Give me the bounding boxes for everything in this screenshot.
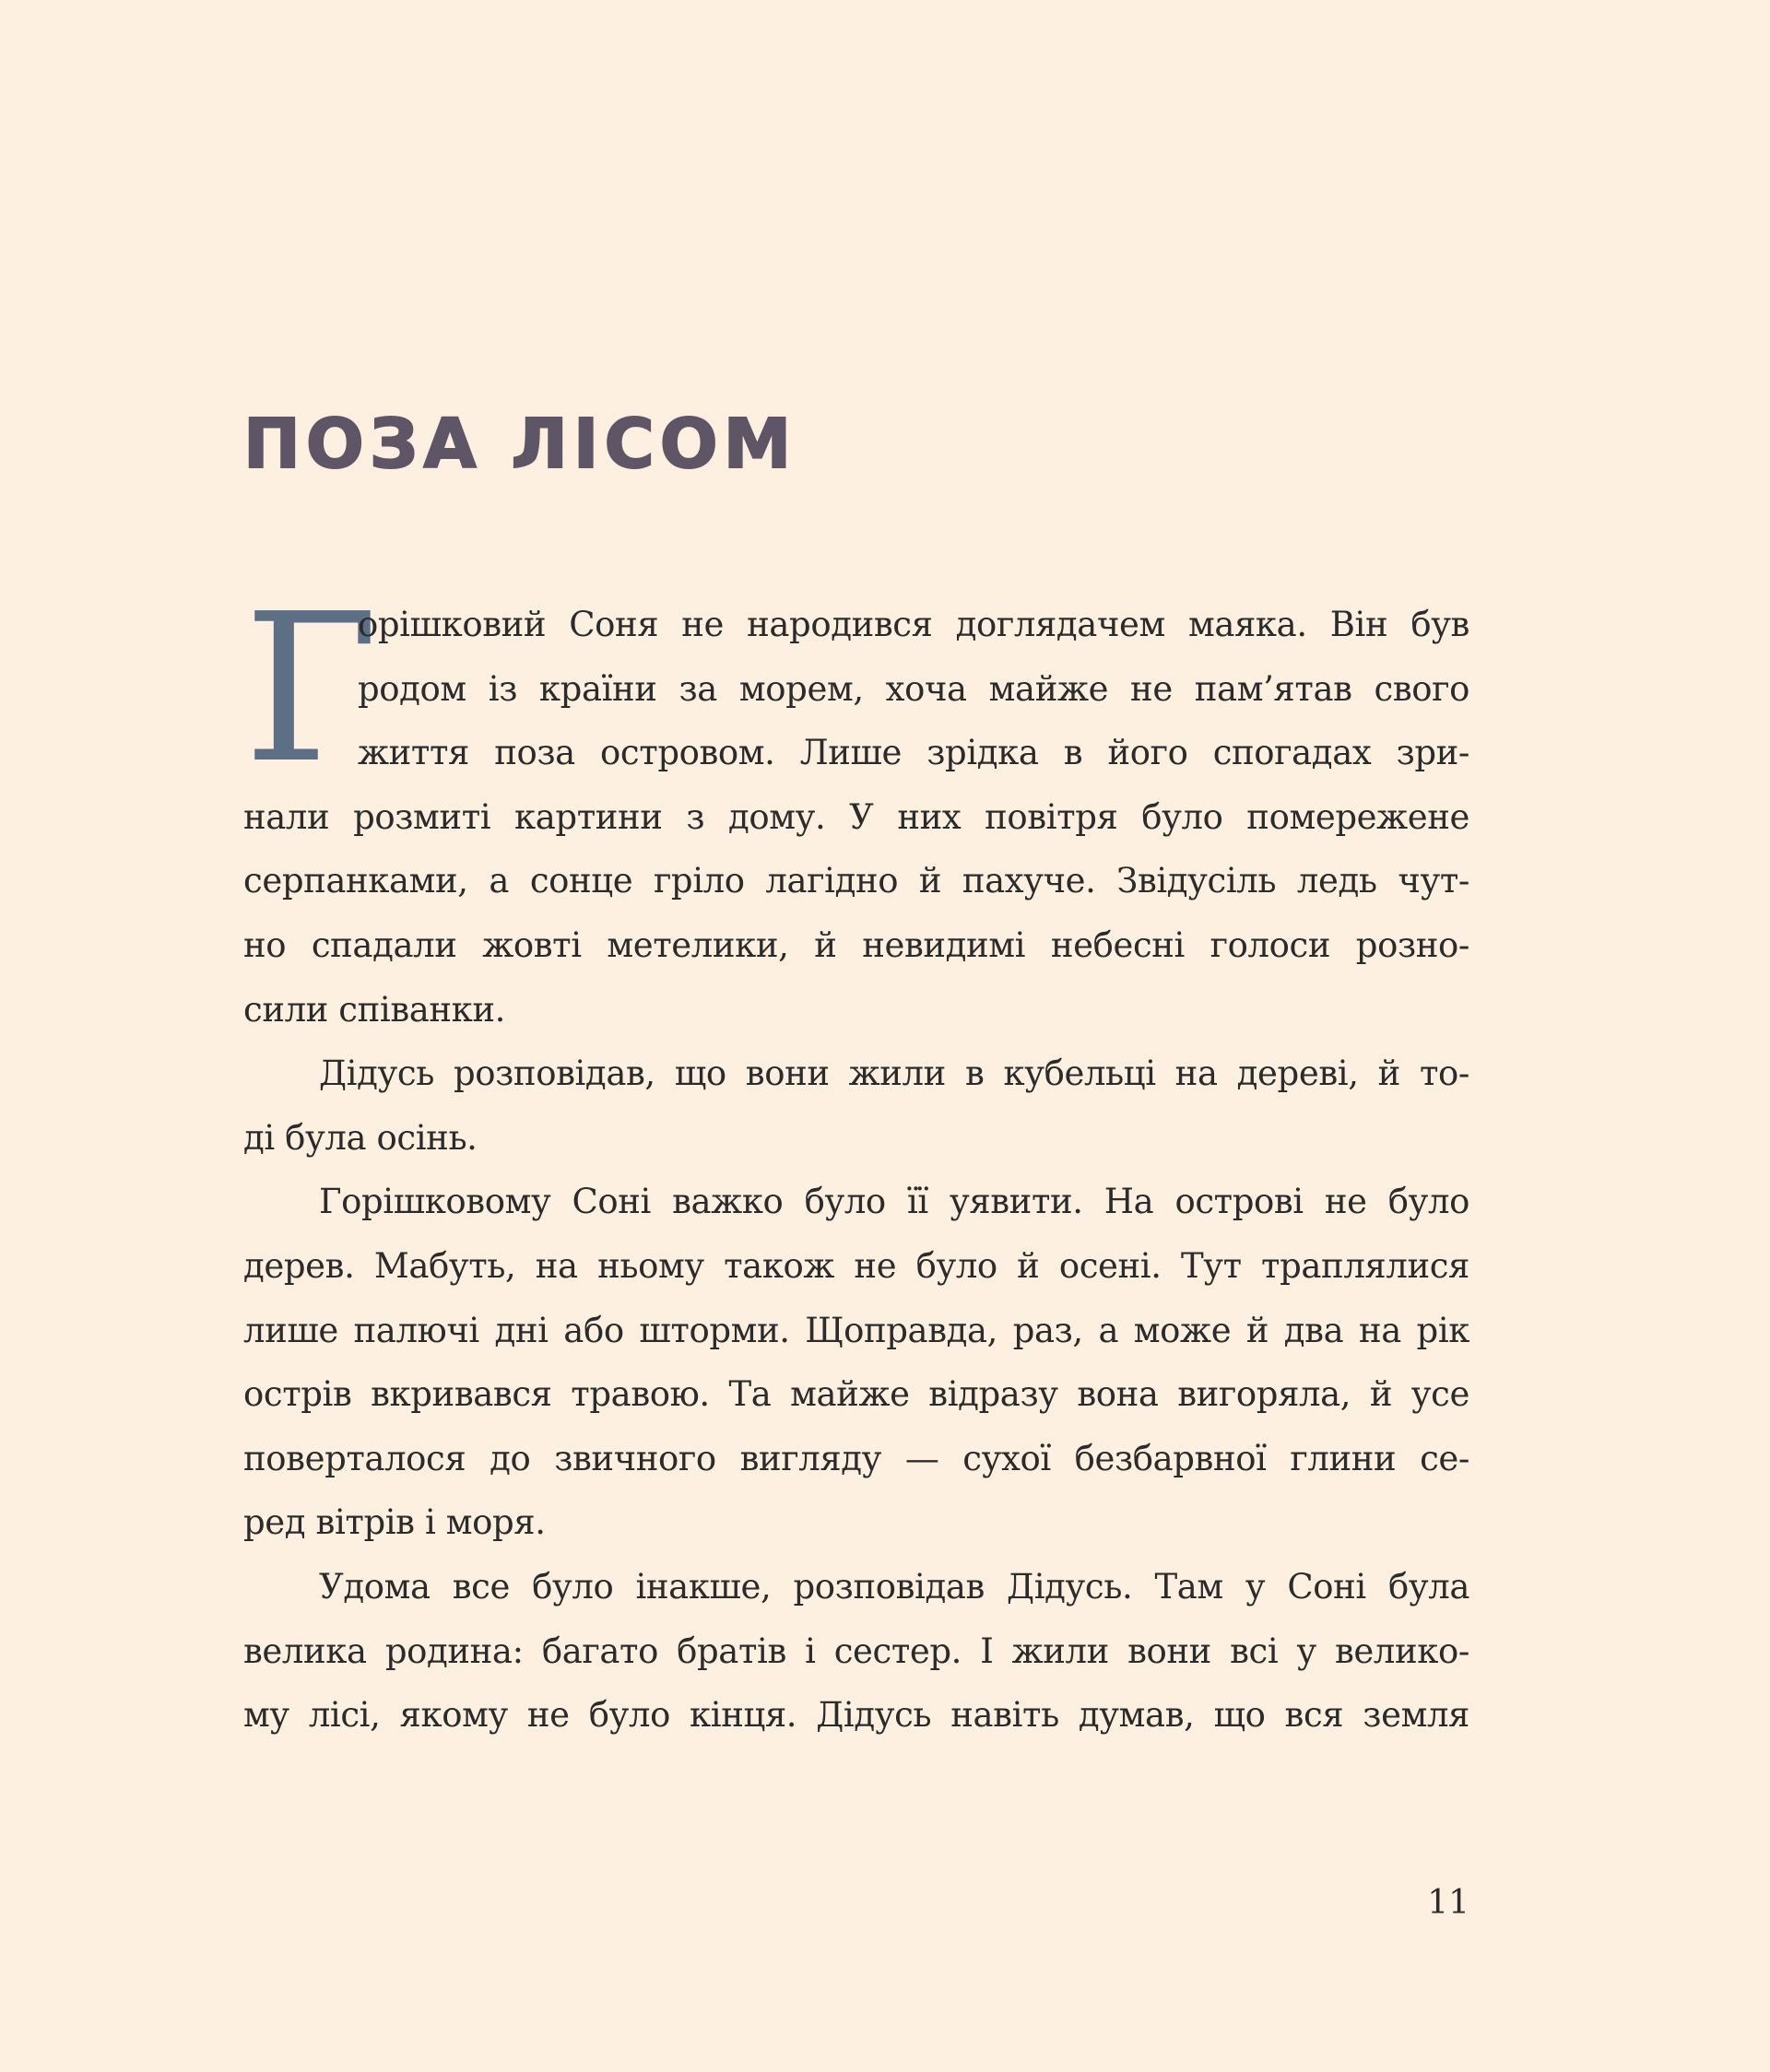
text-line: Дідусь розповідав, що вони жили в кубельці на дереві, й то- [319, 1054, 1469, 1094]
text-line: серпанками, а сонце гріло лагідно й пахуче. Звідусіль ледь чут- [243, 861, 1469, 901]
text-line: велика родина: багато братів і сестер. І жили вони всі у велико- [243, 1631, 1469, 1671]
text-line: орішковий Соня не народився доглядачем маяка. Він був [358, 605, 1469, 644]
text-line: острів вкривався травою. Та майже відразу вона вигоряла, й усе [243, 1374, 1469, 1415]
text-line: но спадали жовті метелики, й невидимі небесні голоси розно- [243, 924, 1469, 965]
text-line: Горішковому Соні важко було її уявити. На острові не було [319, 1182, 1469, 1222]
page-number: 11 [1427, 1884, 1469, 1922]
text-line: ді була осінь. [243, 1117, 478, 1158]
text-line: поверталося до звичного вигляду — сухої безбарвної глини се- [243, 1438, 1469, 1478]
text-line: нали розмиті картини з дому. У них повітря було помережене [243, 796, 1469, 837]
drop-cap: Г [243, 571, 379, 808]
body-text [243, 571, 1469, 1748]
text-line: Удома все було інакше, розповідав Дідусь. Там у Соні була [319, 1566, 1469, 1607]
text-line: лише палючі дні або шторми. Щоправда, раз, а може й два на рік [243, 1310, 1469, 1350]
text-line: му лісі, якому не було кінця. Дідусь навіть думав, що вся земля [243, 1695, 1469, 1736]
text-line: життя поза островом. Лише зрідка в його спогадах зри- [358, 733, 1469, 773]
chapter-title: ПОЗА ЛІСОМ [243, 405, 797, 484]
text-line: дерев. Мабуть, на ньому також не було й осені. Тут траплялися [243, 1245, 1469, 1286]
text-line: сили співанки. [243, 989, 506, 1030]
text-line: ред вітрів і моря. [243, 1502, 546, 1543]
text-line: родом із країни за морем, хоча майже не пам’ятав свого [358, 668, 1469, 709]
